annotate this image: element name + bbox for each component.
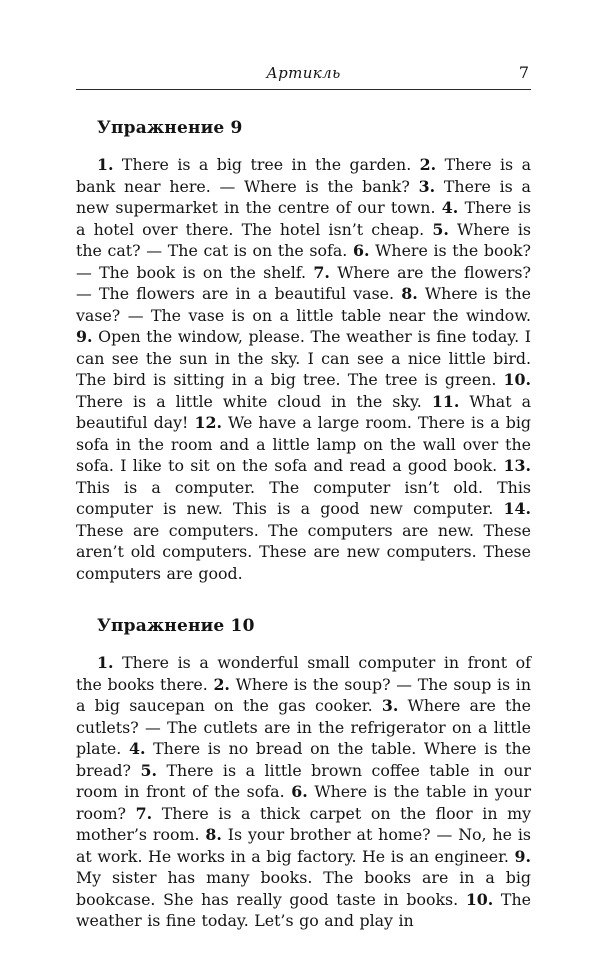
sentence-text: We have a large room. There is a big sofa in the room and a little lamp on the wall over the sofa. I like to sit on the sofa and read a good book. [76, 413, 532, 475]
sentence-text: There is a big tree in the garden. [113, 155, 420, 174]
sentence-number: 2. [419, 155, 437, 174]
sentence-number: 8. [401, 284, 418, 303]
sentence-text: Where is the soup? — The soup is in a big saucepan on the gas cooker. [76, 674, 531, 715]
sentence-text: There is no bread on the table. Where is the bread? [76, 739, 531, 780]
sentence-text: My sister has many books. The books are in a big bookcase. She has really good taste in books. [76, 868, 531, 909]
sentence-number: 6. [353, 241, 370, 260]
sentence-text: Where is the book? — The book is on the shelf. [76, 241, 532, 282]
sentence-text: Where is the cat? — The cat is on the sofa. [76, 219, 531, 260]
exercise-9-heading: Упражнение 9 [97, 118, 243, 138]
sentence-number: 8. [205, 825, 222, 844]
sentence-number: 5. [432, 219, 449, 239]
sentence-number: 3. [418, 176, 436, 196]
sentence-number: 13. [503, 456, 531, 475]
sentence-number: 9. [76, 327, 93, 346]
sentence-text: There is a little brown coffee table in our room in front of the sofa. [76, 760, 531, 801]
sentence-text: Where is the table in your room? [76, 782, 532, 823]
sentence-text: There is a bank near here. — Where is the bank? [76, 155, 531, 196]
sentence-text: The weather is fine today. Let’s go and play in [76, 889, 531, 930]
sentence-text: What a beautiful day! [76, 391, 531, 432]
sentence-number: 7. [313, 262, 330, 282]
exercise-10-heading: Упражнение 10 [97, 616, 255, 636]
sentence-number: 14. [503, 499, 531, 518]
sentence-number: 1. [97, 155, 114, 174]
sentence-text: Where is the vase? — The vase is on a little table near the window. [76, 284, 531, 325]
sentence-text: Open the window, please. The weather is fine today. I can see the sun in the sky. I can see a nice little bird. The bird is sitting in a big tree. The tree is green. [76, 327, 531, 389]
sentence-number: 3. [381, 696, 399, 715]
sentence-number: 6. [291, 782, 308, 801]
exercise-10-text [76, 652, 531, 932]
page-number: 7 [518, 63, 529, 82]
sentence-text: There is a little white cloud in the sky. [76, 391, 432, 411]
sentence-text: There is a hotel over there. The hotel isn’t cheap. [76, 198, 532, 239]
sentence-text: There is a wonderful small computer in front of the books there. [76, 653, 531, 694]
sentence-number: 12. [194, 413, 222, 432]
exercise-9-text [76, 154, 531, 584]
sentence-text: This is a computer. The computer isn’t old. This computer is new. This is a good new computer. [76, 477, 531, 518]
sentence-text: There is a new supermarket in the centre of our town. [76, 176, 531, 217]
sentence-number: 4. [441, 198, 459, 217]
sentence-number: 11. [431, 391, 460, 411]
sentence-text: These are computers. The computers are new. These aren’t old computers. These are new computers. These computers are good. [76, 520, 531, 583]
sentence-text: There is a thick carpet on the floor in my mother’s room. [76, 803, 531, 844]
sentence-number: 1. [97, 653, 114, 672]
sentence-number: 5. [140, 760, 157, 780]
sentence-number: 10. [503, 370, 531, 389]
sentence-text: Is your brother at home? — No, he is at work. He works in a big factory. He is an engineer. [76, 825, 532, 866]
sentence-text: Where are the flowers? — The flowers are in a beautiful vase. [76, 262, 531, 303]
page-body [76, 117, 531, 932]
sentence-text: Where are the cutlets? — The cutlets are in the refrigerator on a little plate. [76, 696, 531, 758]
chapter-title: Артикль [266, 64, 341, 82]
running-header [76, 64, 531, 90]
sentence-number: 10. [465, 889, 494, 909]
sentence-number: 2. [213, 674, 230, 694]
sentence-number: 4. [128, 739, 146, 758]
sentence-number: 9. [514, 846, 531, 866]
sentence-number: 7. [135, 803, 153, 823]
